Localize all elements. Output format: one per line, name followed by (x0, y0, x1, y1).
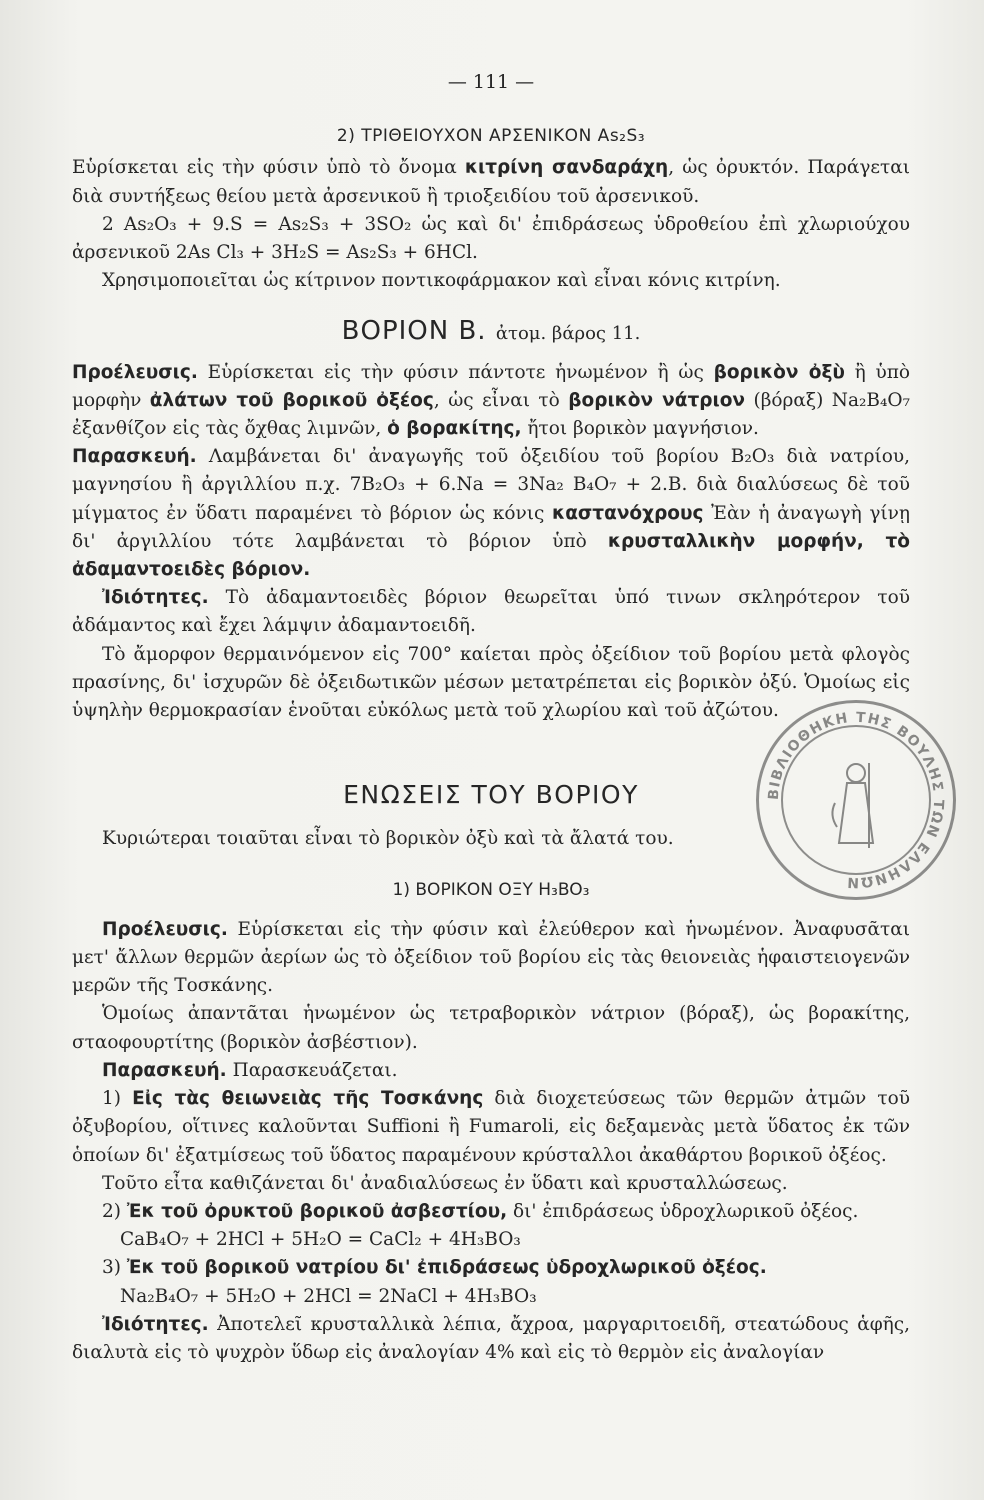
arsenic-paragraph-1: Εὑρίσκεται εἰς τὴν φύσιν ὑπὸ τὸ ὄνομα κιτρίνη σανδαράχη, ὡς ὀρυκτόν. Παράγεται διὰ συντήξεως θείου μετὰ ἀρσενικοῦ ἢ τριοξειδίου τοῦ ἀρσενικοῦ. (72, 157, 910, 207)
arsenic-sulfide-heading: 2) ΤΡΙΘΕΙΟΥΧΟΝ ΑΡΣΕΝΙΚΟΝ As₂S₃ (336, 126, 646, 147)
method-3: 3) Ἐκ τοῦ βορικοῦ νατρίου δι' ἐπιδράσεως ὑδροχλωρικοῦ ὀξέος. (102, 1257, 767, 1279)
boron-properties-2: Τὸ ἄμορφον θερμαινόμενον εἰς 700° καίεται πρὸς ὀξείδιον τοῦ βορίου μετὰ φλογὸς πρασίνης, δι' ἰσχυρῶν δὲ ὀξειδωτικῶν μέσων μετατρέπεται εἰς βορικὸν ὀξύ. Ὁμοίως εἰς ὑψηλὴν θερμοκρασίαν ἑνοῦται εὐκόλως μετὰ τοῦ χλωρίου καὶ τοῦ ἀζώτου. (72, 643, 910, 722)
boron-preparation: Παρασκευή. Λαμβάνεται δι' ἀναγωγῆς τοῦ ὀξειδίου τοῦ βορίου B₂O₃ διὰ νατρίου, μαγνησίου ἢ ἀργιλλίου π.χ. 7B₂O₃ + 6.Na = 3Na₂ B₄O₇ + 2.B. διὰ διαλύσεως δὲ τοῦ μίγματος ἐν ὕδατι παραμένει τὸ βόριον ὡς κόνις καστανόχρους Ἐὰν ἡ ἀναγωγὴ γίνῃ δι' ἀργιλλίου τότε λαμβάνεται τὸ βόριον ὑπὸ κρυσταλλικὴν μορφήν, τὸ ἀδαμαντοειδὲς βόριον. (72, 446, 910, 581)
method-1: 1) Εἰς τὰς θειωνειὰς τῆς Τοσκάνης διὰ διοχετεύσεως τῶν θερμῶν ἀτμῶν τοῦ ὀξυβορίου, οἵτινες καλοῦνται Suffioni ἢ Fumaroli, εἰς δεξαμενὰς μετὰ ὕδατος ἐκ τῶν ὁποίων δι' ἐξατμίσεως τοῦ ὕδατος παραμένουν κρύσταλλοι ἀκαθάρτου βορικοῦ ὀξέος. (72, 1088, 910, 1166)
page-number: — 111 — (447, 71, 535, 93)
method-1-recrystallization: Τοῦτο εἶτα καθιζάνεται δι' ἀναδιαλύσεως ἐν ὕδατι καὶ κρυσταλλώσεως. (102, 1172, 788, 1194)
arsenic-paragraph-2: 2 As₂O₃ + 9.S = As₂S₃ + 3SO₂ ὡς καὶ δι' ἐπιδράσεως ὑδροθείου ἐπὶ χλωριούχου ἀρσενικοῦ 2As Cl₃ + 3H₂S = As₂S₃ + 6HCl. (72, 213, 910, 264)
svg-text:ΒΙΒΛΙΟΘΗΚΗ ΤΗΣ ΒΟΥΛΗΣ ΤΩΝ ΕΛΛΗ: ΒΙΒΛΙΟΘΗΚΗ ΤΗΣ ΒΟΥΛΗΣ ΤΩΝ ΕΛΛΗΝΩΝ (765, 709, 947, 891)
method-2-formula: CaB₄O₇ + 2HCl + 5H₂O = CaCl₂ + 4H₃BO₃ (120, 1229, 521, 1251)
boric-acid-heading: 1) ΒΟΡΙΚΟΝ ΟΞΥ H₃BO₃ (392, 879, 590, 900)
compounds-intro: Κυριώτεραι τοιαῦται εἶναι τὸ βορικὸν ὀξὺ καὶ τὰ ἄλατά του. (102, 828, 674, 850)
boron-origin: Προέλευσις. Εὑρίσκεται εἰς τὴν φύσιν πάντοτε ἡνωμένον ἢ ὡς βορικὸν ὀξὺ ἢ ὑπὸ μορφὴν ἀλάτων τοῦ βορικοῦ ὀξέος, ὡς εἶναι τὸ βορικὸν νάτριον (βόραξ) Na₂B₄O₇ ἐξανθίζον εἰς τὰς ὄχθας λιμνῶν, ὁ βορακίτης, ἤτοι βορικὸν μαγνήσιον. (72, 361, 911, 440)
boron-properties: Ἰδιότητες. Τὸ ἀδαμαντοειδὲς βόριον θεωρεῖται ὑπό τινων σκληρότερον τοῦ ἀδάμαντος καὶ ἔχει λάμψιν ἀδαμαντοειδῆ. (72, 587, 910, 637)
library-stamp (756, 700, 956, 900)
method-3-formula: Na₂B₄O₇ + 5H₂O + 2HCl = 2NaCl + 4H₃BO₃ (120, 1285, 537, 1307)
boron-compounds-heading: ΕΝΩΣΕΙΣ ΤΟΥ ΒΟΡΙΟΥ (343, 780, 639, 810)
boric-acid-origin-2: Ὁμοίως ἀπαντᾶται ἡνωμένον ὡς τετραβορικὸν νάτριον (βόραξ), ὡς βορακίτης, σταοφουρτίτης (βορικὸν ἀσβέστιον). (72, 1003, 910, 1053)
stamp-figure (832, 763, 873, 848)
arsenic-paragraph-3: Χρησιμοποιεῖται ὡς κίτρινον ποντικοφάρμακον καὶ εἶναι κόνις κιτρίνη. (102, 270, 781, 292)
stamp-circular-text (759, 703, 953, 897)
boric-acid-properties: Ἰδιότητες. Ἀποτελεῖ κρυσταλλικὰ λέπια, ἄχροα, μαργαριτοειδῆ, στεατώδους ἁφῆς, διαλυτὰ εἰς τὸ ψυχρὸν ὕδωρ εἰς ἀναλογίαν 4% καὶ εἰς τὸ θερμὸν εἰς ἀναλογίαν (72, 1313, 910, 1363)
boric-acid-preparation: Παρασκευή. Παρασκευάζεται. (102, 1059, 398, 1081)
boric-acid-origin: Προέλευσις. Εὑρίσκεται εἰς τὴν φύσιν καὶ ἐλεύθερον καὶ ἡνωμένον. Ἀναφυσᾶται μετ' ἄλλων θερμῶν ἀερίων ὡς τὸ ὀξείδιον τοῦ βορίου εἰς τὰς θειονειὰς ἡφαιστειογενῶν μερῶν τῆς Τοσκάνης. (72, 918, 910, 997)
method-2: 2) Ἐκ τοῦ ὀρυκτοῦ βορικοῦ ἀσβεστίου, δι' ἐπιδράσεως ὑδροχλωρικοῦ ὀξέος. (102, 1200, 859, 1222)
boron-heading: ΒΟΡΙΟΝ Β. ἀτομ. βάρος 11. (341, 316, 641, 347)
